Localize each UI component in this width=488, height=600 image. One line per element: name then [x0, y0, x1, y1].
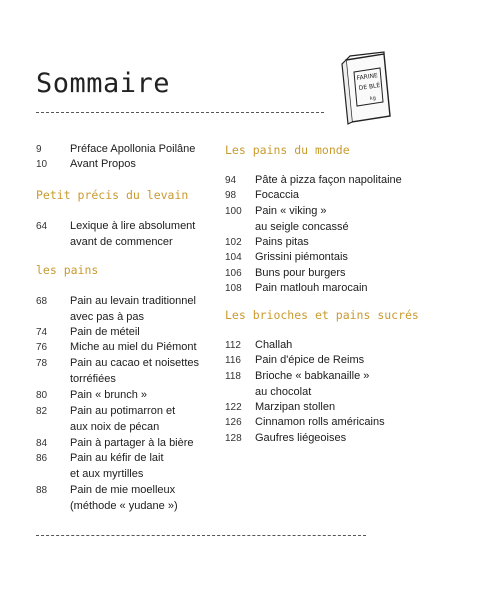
toc-entry-title-line: Buns pour burgers	[255, 267, 346, 279]
section-heading-monde: Les pains du monde	[225, 143, 350, 157]
toc-page-number: 122	[225, 402, 242, 413]
page-title: Sommaire	[36, 68, 171, 99]
toc-entry-title	[70, 340, 197, 356]
toc-entry-title-line: aux noix de pécan	[70, 420, 160, 433]
toc-entry-title-line: Pain de mie moelleux	[70, 484, 176, 496]
toc-entry-title-line: Cinnamon rolls américains	[255, 416, 385, 428]
toc-entry-title-line: avec pas à pas	[70, 310, 144, 323]
toc-page-number: 94	[225, 175, 237, 186]
toc-page-number: 10	[36, 159, 48, 170]
toc-entry-title	[255, 173, 402, 189]
toc-entry-title	[255, 369, 369, 400]
toc-entry-title	[255, 400, 335, 416]
toc-entry-title	[255, 338, 292, 354]
toc-entry-title	[70, 451, 164, 482]
toc-entry-title	[70, 294, 196, 325]
toc-entry-title-line: Pain au potimarron et	[70, 405, 176, 417]
toc-entry-title	[255, 415, 385, 431]
toc-page-number: 112	[225, 340, 241, 351]
toc-entry-title-line: Focaccia	[255, 189, 300, 201]
bag-label-3: kg	[369, 95, 377, 102]
toc-entry-title-line: Pain au kéfir de lait	[70, 452, 164, 464]
toc-entry-title-line: Pains pitas	[255, 236, 309, 248]
toc-page-number: 86	[36, 453, 48, 464]
section-heading-levain: Petit précis du levain	[36, 188, 189, 202]
toc-page-number: 78	[36, 358, 48, 369]
toc-page-number: 116	[225, 355, 241, 366]
toc-entry-title	[255, 188, 299, 204]
toc-page-number: 82	[36, 406, 48, 417]
toc-page-number: 74	[36, 327, 48, 338]
toc-entry-title-line: Pain « brunch »	[70, 389, 148, 401]
bag-label-2: DE BLÉ	[358, 82, 381, 92]
toc-entry-title-line: Marzipan stollen	[255, 401, 336, 413]
toc-entry-title	[70, 142, 195, 158]
toc-entry-title-line: au chocolat	[255, 385, 312, 398]
toc-entry-title-line: Lexique à lire absolument	[70, 220, 196, 232]
toc-page-number: 88	[36, 485, 48, 496]
toc-entry-title	[255, 353, 364, 369]
toc-entry-title-line: Pain au levain traditionnel	[70, 295, 196, 307]
toc-entry-title-line: Préface Apollonia Poilâne	[70, 143, 196, 155]
toc-page-number: 68	[36, 296, 48, 307]
toc-entry-title-line: Pâte à pizza façon napolitaine	[255, 174, 402, 186]
section-heading-brioches: Les brioches et pains sucrés	[225, 308, 419, 322]
toc-entry-title	[70, 157, 136, 173]
toc-entry-title-line: Pain à partager à la bière	[70, 437, 194, 449]
toc-entry-title-line: Pain « viking »	[255, 205, 327, 217]
toc-entry-title-line: Grissini piémontais	[255, 251, 348, 263]
toc-entry-title	[255, 266, 346, 282]
toc-page-number: 64	[36, 221, 48, 232]
bag-label-1: FARINE	[356, 72, 379, 82]
dashed-divider-bottom	[36, 535, 366, 536]
toc-entry-title-line: Avant Propos	[70, 158, 136, 170]
toc-entry-title-line: Gaufres liégeoises	[255, 432, 347, 444]
toc-entry-title-line: avant de commencer	[70, 235, 173, 248]
toc-entry-title	[255, 235, 309, 251]
toc-entry-title	[70, 325, 140, 341]
toc-page-number: 80	[36, 390, 48, 401]
toc-entry-title-line: Miche au miel du Piémont	[70, 341, 197, 353]
toc-page-number: 102	[225, 237, 242, 248]
toc-entry-title	[255, 204, 349, 235]
toc-entry-title-line: Brioche « babkanaille »	[255, 370, 370, 382]
dashed-divider-top	[36, 112, 324, 113]
toc-entry-title	[255, 281, 368, 297]
toc-entry-title-line: et aux myrtilles	[70, 467, 144, 480]
toc-page-number: 108	[225, 283, 242, 294]
flour-bag-illustration	[340, 50, 394, 126]
toc-entry-title-line: Pain de méteil	[70, 326, 140, 338]
toc-page-number: 84	[36, 438, 48, 449]
toc-entry-title	[70, 356, 199, 387]
toc-entry-title	[255, 250, 348, 266]
toc-entry-title	[70, 483, 178, 514]
toc-entry-title-line: Challah	[255, 339, 293, 351]
toc-page-number: 76	[36, 342, 48, 353]
toc-entry-title	[70, 219, 195, 250]
toc-page-number: 98	[225, 190, 237, 201]
toc-page-number: 118	[225, 371, 241, 382]
toc-entry-title	[255, 431, 346, 447]
toc-page-number: 9	[36, 144, 42, 155]
toc-entry-title-line: Pain au cacao et noisettes	[70, 357, 200, 369]
toc-page-number: 100	[225, 206, 242, 217]
toc-page-number: 128	[225, 433, 242, 444]
toc-page-number: 106	[225, 268, 242, 279]
toc-entry-title	[70, 404, 175, 435]
toc-entry-title-line: torréfiées	[70, 372, 116, 385]
toc-entry-title	[70, 436, 194, 452]
toc-entry-title	[70, 388, 147, 404]
toc-entry-title-line: (méthode « yudane »)	[70, 499, 178, 512]
toc-entry-title-line: Pain d'épice de Reims	[255, 354, 365, 366]
toc-page-number: 104	[225, 252, 242, 263]
toc-page-number: 126	[225, 417, 242, 428]
toc-entry-title-line: au seigle concassé	[255, 220, 349, 233]
section-heading-pains: les pains	[36, 263, 99, 277]
toc-entry-title-line: Pain matlouh marocain	[255, 282, 368, 294]
